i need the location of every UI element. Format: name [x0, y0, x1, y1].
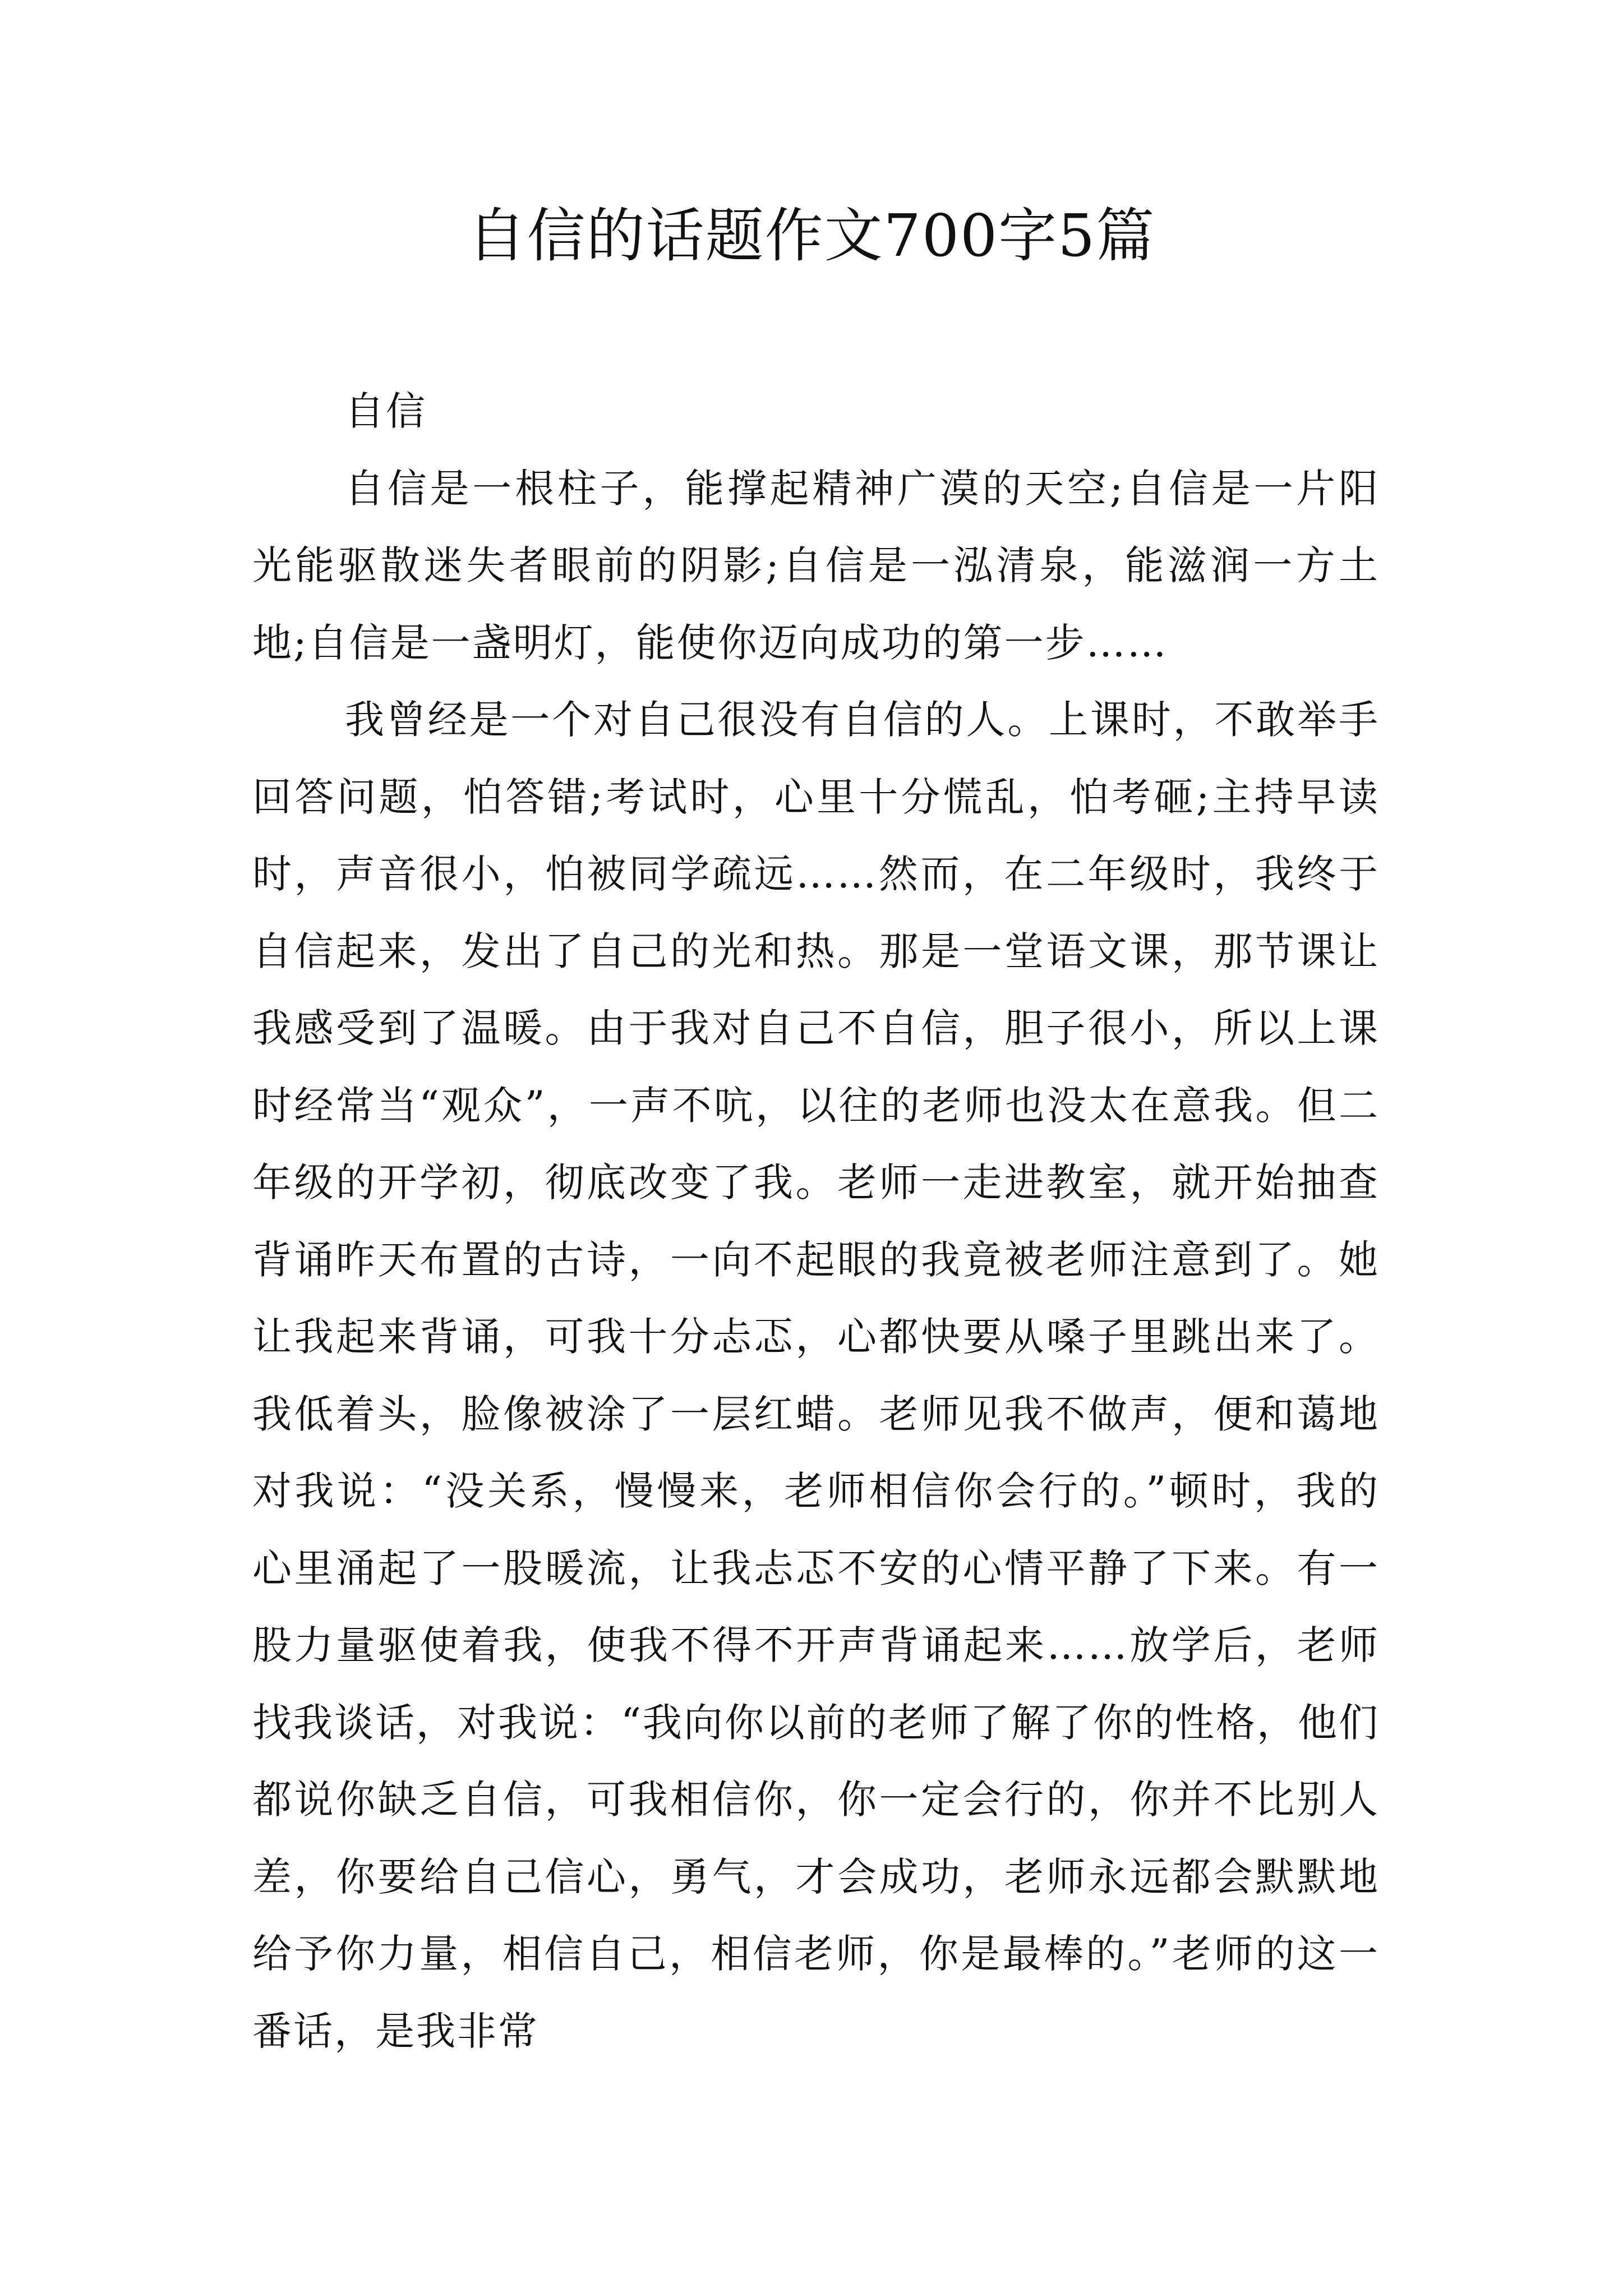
paragraph-heading: 自信 [345, 388, 427, 434]
paragraph: 我曾经是一个对自己很没有自信的人。上课时，不敢举手回答问题，怕答错;考试时，心里十分慌乱，怕考砸;主持早读时，声音很小，怕被同学疏远……然而，在二年级时，我终于自信起来，发出了自己的光和热。那是一堂语文课，那节课让我感受到了温暖。由于我对自己不自信，胆子很小，所以上课时经常当“观众”，一声不吭，以往的老师也没太在意我。但二年级的开学初，彻底改变了我。老师一走进教室，就开始抽查背诵昨天布置的古诗，一向不起眼的我竟被老师注意到了。她让我起来背诵，可我十分忐忑，心都快要从嗓子里跳出来了。我低着头，脸像被涂了一层红蜡。老师见我不做声，便和蔼地对我说：“没关系，慢慢来，老师相信你会行的。”顿时，我的心里涌起了一股暖流，让我忐忑不安的心情平静了下来。有一股力量驱使着我，使我不得不开声背诵起来……放学后，老师找我谈话，对我说：“我向你以前的老师了解了你的性格，他们都说你缺乏自信，可我相信你，你一定会行的，你并不比别人差，你要给自己信心，勇气，才会成功，老师永远都会默默地给予你力量，相信自己，相信老师，你是最棒的。”老师的这一番话，是我非常 [252, 697, 1380, 2054]
document-title: 自信的话题作文700字5篇 [467, 201, 1156, 270]
paragraph: 自信是一根柱子，能撑起精神广漠的天空;自信是一片阳光能驱散迷失者眼前的阴影;自信是一泓清泉，能滋润一方土地;自信是一盏明灯，能使你迈向成功的第一步…… [252, 465, 1380, 666]
document-body [252, 373, 1380, 2070]
